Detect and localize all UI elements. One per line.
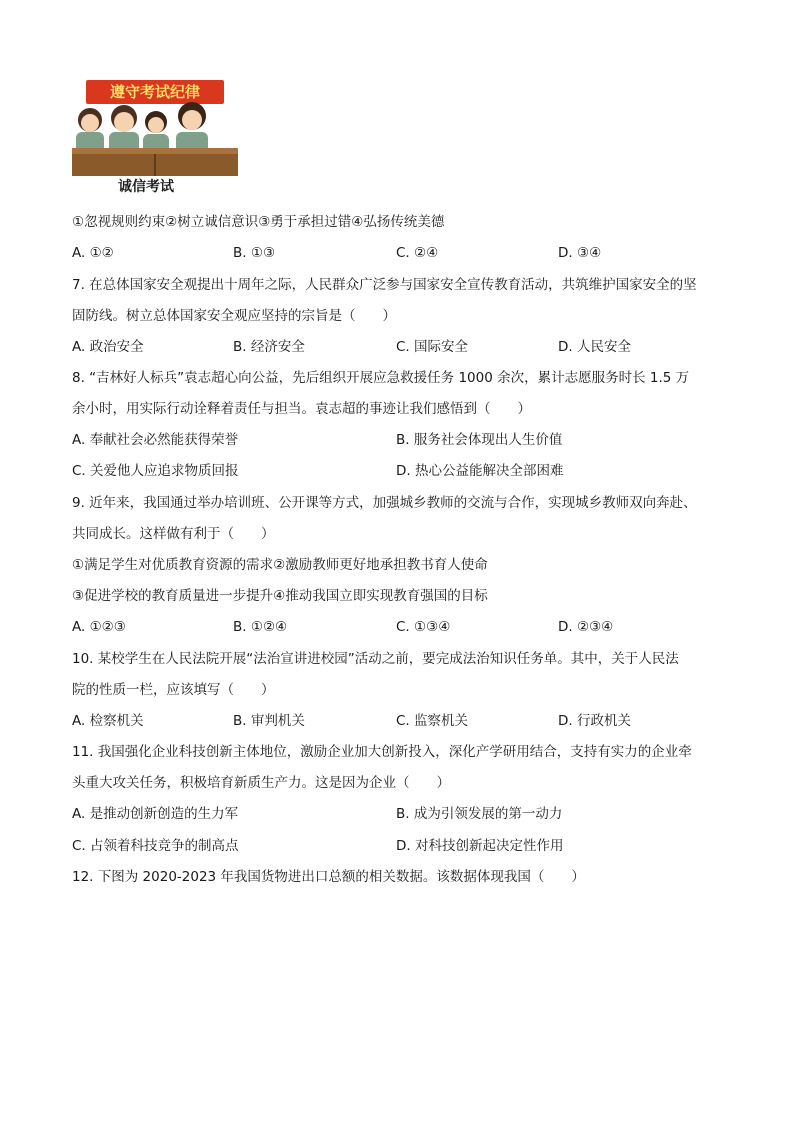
- q11-option-b: B. 成为引领发展的第一动力: [396, 806, 563, 822]
- q11-stem-line-2: 头重大攻关任务，积极培育新质生产力。这是因为企业（ ）: [72, 775, 450, 791]
- q7-option-d: D. 人民安全: [558, 339, 631, 355]
- q8-option-c: C. 关爱他人应追求物质回报: [72, 463, 239, 479]
- q10-option-d: D. 行政机关: [558, 713, 631, 729]
- q8-option-d: D. 热心公益能解决全部困难: [396, 463, 564, 479]
- desk-top: [72, 148, 238, 154]
- honest-exam-illustration: [72, 80, 238, 176]
- q12-stem-line-1: 12. 下图为 2020-2023 年我国货物进出口总额的相关数据。该数据体现我国（ ）: [72, 869, 585, 885]
- q7-option-b: B. 经济安全: [233, 339, 305, 355]
- q7-option-c: C. 国际安全: [396, 339, 469, 355]
- q8-stem-line-2: 余小时，用实际行动诠释着责任与担当。袁志超的事迹让我们感悟到（ ）: [72, 401, 531, 417]
- q11-option-a: A. 是推动创新创造的生力军: [72, 806, 239, 822]
- q10-stem-line-1: 10. 某校学生在人民法院开展“法治宣讲进校园”活动之前，要完成法治知识任务单。其中，关于人民法: [72, 651, 679, 667]
- q10-option-a: A. 检察机关: [72, 713, 144, 729]
- option-d: D. ③④: [558, 245, 602, 261]
- q8-option-b: B. 服务社会体现出人生价值: [396, 432, 563, 448]
- q9-option-c: C. ①③④: [396, 619, 451, 635]
- q8-option-a: A. 奉献社会必然能获得荣誉: [72, 432, 239, 448]
- q8-stem-line-1: 8. “吉林好人标兵”袁志超心向公益，先后组织开展应急救援任务 1000 余次，累计志愿服务时长 1.5 万: [72, 370, 690, 386]
- q7-stem-line-2: 固防线。树立总体国家安全观应坚持的宗旨是（ ）: [72, 308, 396, 324]
- q10-option-b: B. 审判机关: [233, 713, 305, 729]
- q9-statements-line-2: ③促进学校的教育质量进一步提升④推动我国立即实现教育强国的目标: [72, 588, 488, 604]
- q9-option-b: B. ①②④: [233, 619, 288, 635]
- q9-option-d: D. ②③④: [558, 619, 614, 635]
- option-b: B. ①③: [233, 245, 276, 261]
- q9-stem-line-1: 9. 近年来，我国通过举办培训班、公开课等方式，加强城乡教师的交流与合作，实现城乡教师双向奔赴、: [72, 495, 697, 511]
- image-caption: 诚信考试: [118, 179, 174, 195]
- statements-line: ①忽视规则约束②树立诚信意识③勇于承担过错④弘扬传统美德: [72, 214, 445, 230]
- q9-option-a: A. ①②③: [72, 619, 126, 635]
- q7-option-a: A. 政治安全: [72, 339, 144, 355]
- banner-text: 遵守考试纪律: [109, 83, 201, 101]
- q10-option-c: C. 监察机关: [396, 713, 469, 729]
- q10-stem-line-2: 院的性质一栏，应该填写（ ）: [72, 682, 275, 698]
- q11-option-c: C. 占领着科技竞争的制高点: [72, 838, 239, 854]
- q7-stem-line-1: 7. 在总体国家安全观提出十周年之际，人民群众广泛参与国家安全宣传教育活动，共筑维护国家安全的坚: [72, 277, 697, 293]
- q11-stem-line-1: 11. 我国强化企业科技创新主体地位，激励企业加大创新投入，深化产学研用结合，支持有实力的企业牵: [72, 744, 692, 760]
- option-a: A. ①②: [72, 245, 114, 261]
- q9-statements-line-1: ①满足学生对优质教育资源的需求②激励教师更好地承担教书育人使命: [72, 557, 488, 573]
- option-c: C. ②④: [396, 245, 439, 261]
- q11-option-d: D. 对科技创新起决定性作用: [396, 838, 564, 854]
- q9-stem-line-2: 共同成长。这样做有利于（ ）: [72, 526, 275, 542]
